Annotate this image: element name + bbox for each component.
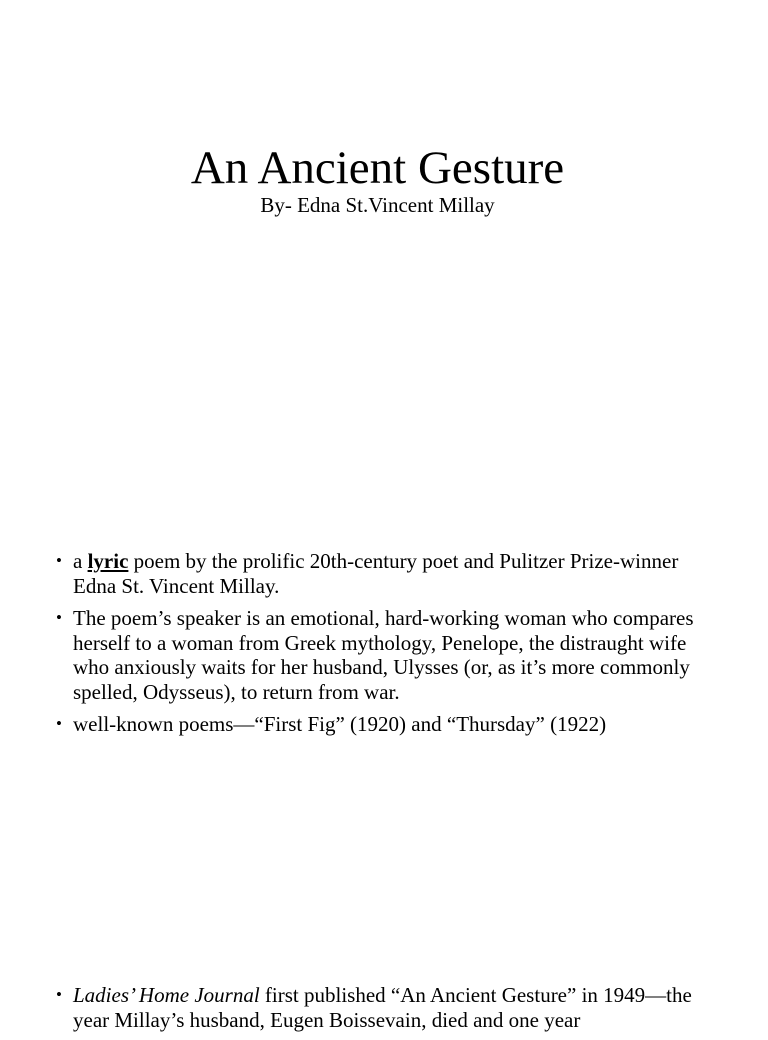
bullet-text: first published “An Ancient Gesture” in 1949—the year Millay’s husband, Eugen Boissevain, died and one year (73, 983, 692, 1032)
page-title: An Ancient Gesture (190, 142, 565, 194)
bullet-item (56, 983, 706, 1032)
journal-name: Ladies’ Home Journal (73, 983, 260, 1007)
bullet-text: poem by the prolific 20th-century poet and Pulitzer Prize-winner Edna St. Vincent Millay. (73, 549, 679, 598)
page-subtitle: By- Edna St.Vincent Millay (260, 193, 495, 217)
bullet-list (56, 549, 706, 745)
bullet-item (56, 549, 706, 598)
bullet-text: well-known poems—“First Fig” (1920) and “Thursday” (1922) (73, 712, 607, 736)
bullet-dot: • (56, 714, 62, 733)
bullet-dot: • (56, 551, 62, 570)
bullet-item (56, 606, 706, 704)
lyric-link[interactable]: lyric (87, 549, 129, 573)
bullet-dot: • (56, 608, 62, 627)
bullet-list-continued (56, 983, 706, 1040)
bullet-item (56, 712, 706, 737)
bullet-prefix: a (73, 549, 88, 573)
bullet-dot: • (56, 985, 62, 1004)
bullet-text: The poem’s speaker is an emotional, hard-working woman who compares herself to a woman from Greek mythology, Penelope, the distraught wife who anxiously waits for her husband, Ulysses (or, as it’s more commonly spelled, Odysseus), to return from war. (73, 606, 694, 704)
title-block (0, 140, 755, 222)
